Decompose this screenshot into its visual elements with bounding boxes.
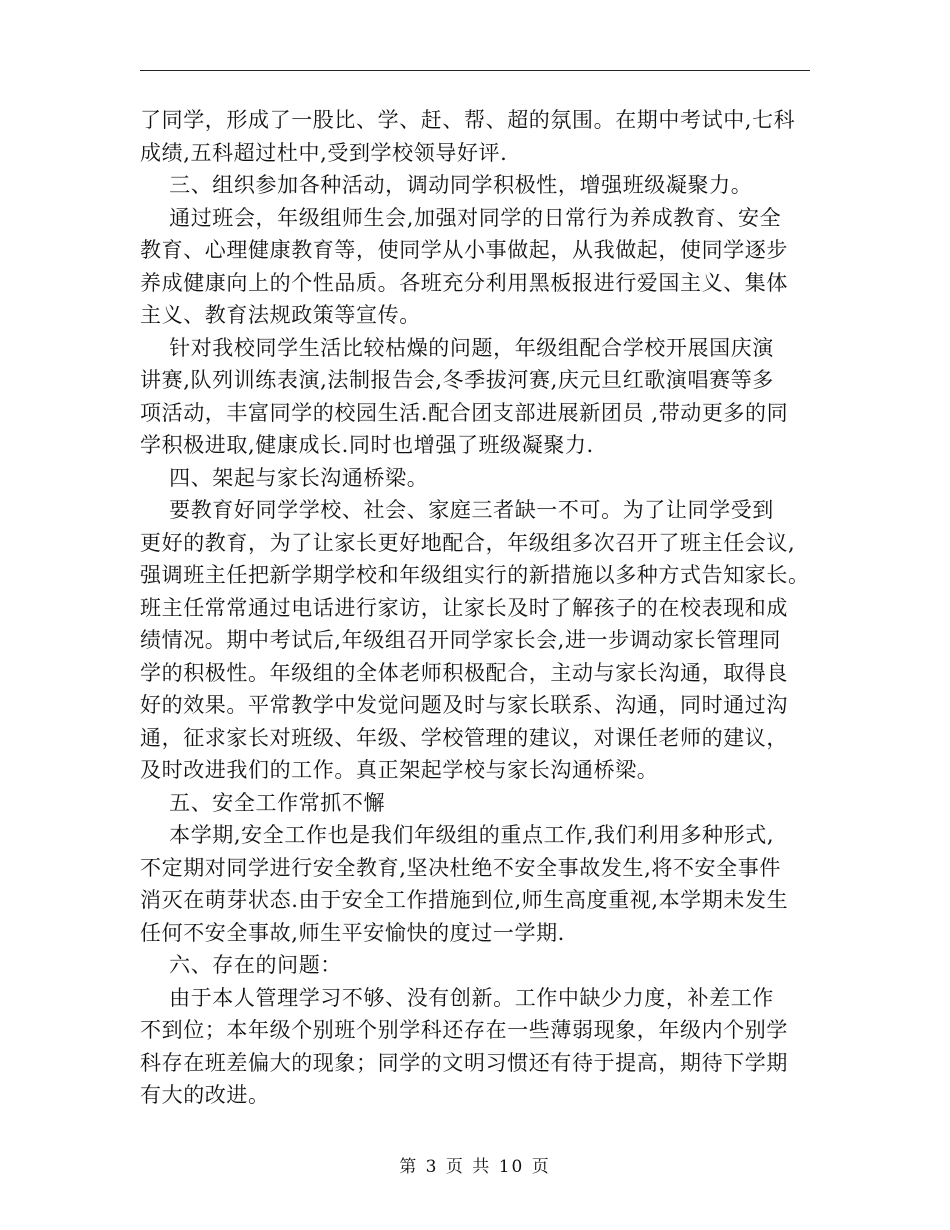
text-line: 通，征求家长对班级、年级、学校管理的建议，对课任老师的建议，: [140, 725, 788, 750]
text-line: 养成健康向上的个性品质。各班充分利用黑板报进行爱国主义、集体: [140, 270, 788, 295]
text-line: 成绩,五科超过杜中,受到学校领导好评.: [140, 140, 508, 165]
header-rule: [140, 70, 810, 71]
text-line: 班主任常常通过电话进行家访，让家长及时了解孩子的在校表现和成: [140, 595, 788, 620]
text-line: 学积极进取,健康成长.同时也增强了班级凝聚力.: [140, 433, 594, 457]
text-line: 主义、教育法规政策等宣传。: [140, 303, 421, 327]
section-heading: 五、安全工作常抓不懈: [140, 790, 386, 815]
text-line: 不到位；本年级个别班个别学科还存在一些薄弱现象，年级内个别学: [140, 1018, 788, 1042]
text-line: 科存在班差偏大的现象；同学的文明习惯还有待于提高，期待下学期: [140, 1050, 788, 1075]
text-line: 消灭在萌芽状态.由于安全工作措施到位,师生高度重视,本学期未发生: [140, 888, 789, 912]
section-heading: 三、组织参加各种活动，调动同学积极性，增强班级凝聚力。: [140, 173, 753, 197]
text-line: 了同学，形成了一股比、学、赶、帮、超的氛围。在期中考试中,七科: [140, 108, 796, 132]
text-line: 通过班会，年级组师生会,加强对同学的日常行为养成教育、安全: [140, 205, 782, 230]
text-line: 强调班主任把新学期学校和年级组实行的新措施以多种方式告知家长。: [140, 563, 810, 587]
text-line: 由于本人管理学习不够、没有创新。工作中缺少力度，补差工作: [140, 985, 774, 1010]
text-line: 学的积极性。年级组的全体老师积极配合，主动与家长沟通，取得良: [140, 660, 788, 685]
text-line: 不定期对同学进行安全教育,坚决杜绝不安全事故发生,将不安全事件: [140, 855, 781, 880]
text-line: 项活动，丰富同学的校园生活.配合团支部进展新团员 ,带动更多的同: [140, 400, 789, 425]
text-line: 教育、心理健康教育等，使同学从小事做起，从我做起，使同学逐步: [140, 238, 788, 262]
text-line: 讲赛,队列训练表演,法制报告会,冬季拔河赛,庆元旦红歌演唱赛等多: [140, 368, 774, 392]
page-number-footer: 第 3 页 共 10 页: [399, 1157, 551, 1177]
text-line: 好的效果。平常教学中发觉问题及时与家长联系、沟通，同时通过沟: [140, 693, 788, 717]
text-line: 有大的改进。: [140, 1083, 270, 1107]
text-line: 绩情况。期中考试后,年级组召开同学家长会,进一步调动家长管理同: [140, 628, 781, 652]
section-heading: 六、存在的问题：: [140, 953, 342, 977]
text-line: 要教育好同学学校、社会、家庭三者缺一不可。为了让同学受到: [140, 498, 774, 522]
section-heading: 四、架起与家长沟通桥梁。: [140, 465, 429, 490]
text-line: 及时改进我们的工作。真正架起学校与家长沟通桥梁。: [140, 758, 659, 782]
text-line: 针对我校同学生活比较枯燥的问题，年级组配合学校开展国庆演: [140, 335, 774, 360]
text-line: 任何不安全事故,师生平安愉快的度过一学期.: [140, 920, 565, 945]
text-line: 更好的教育，为了让家长更好地配合，年级组多次召开了班主任会议,: [140, 530, 796, 555]
body-text: [140, 104, 810, 1112]
text-line: 本学期,安全工作也是我们年级组的重点工作,我们利用多种形式,: [140, 823, 775, 847]
